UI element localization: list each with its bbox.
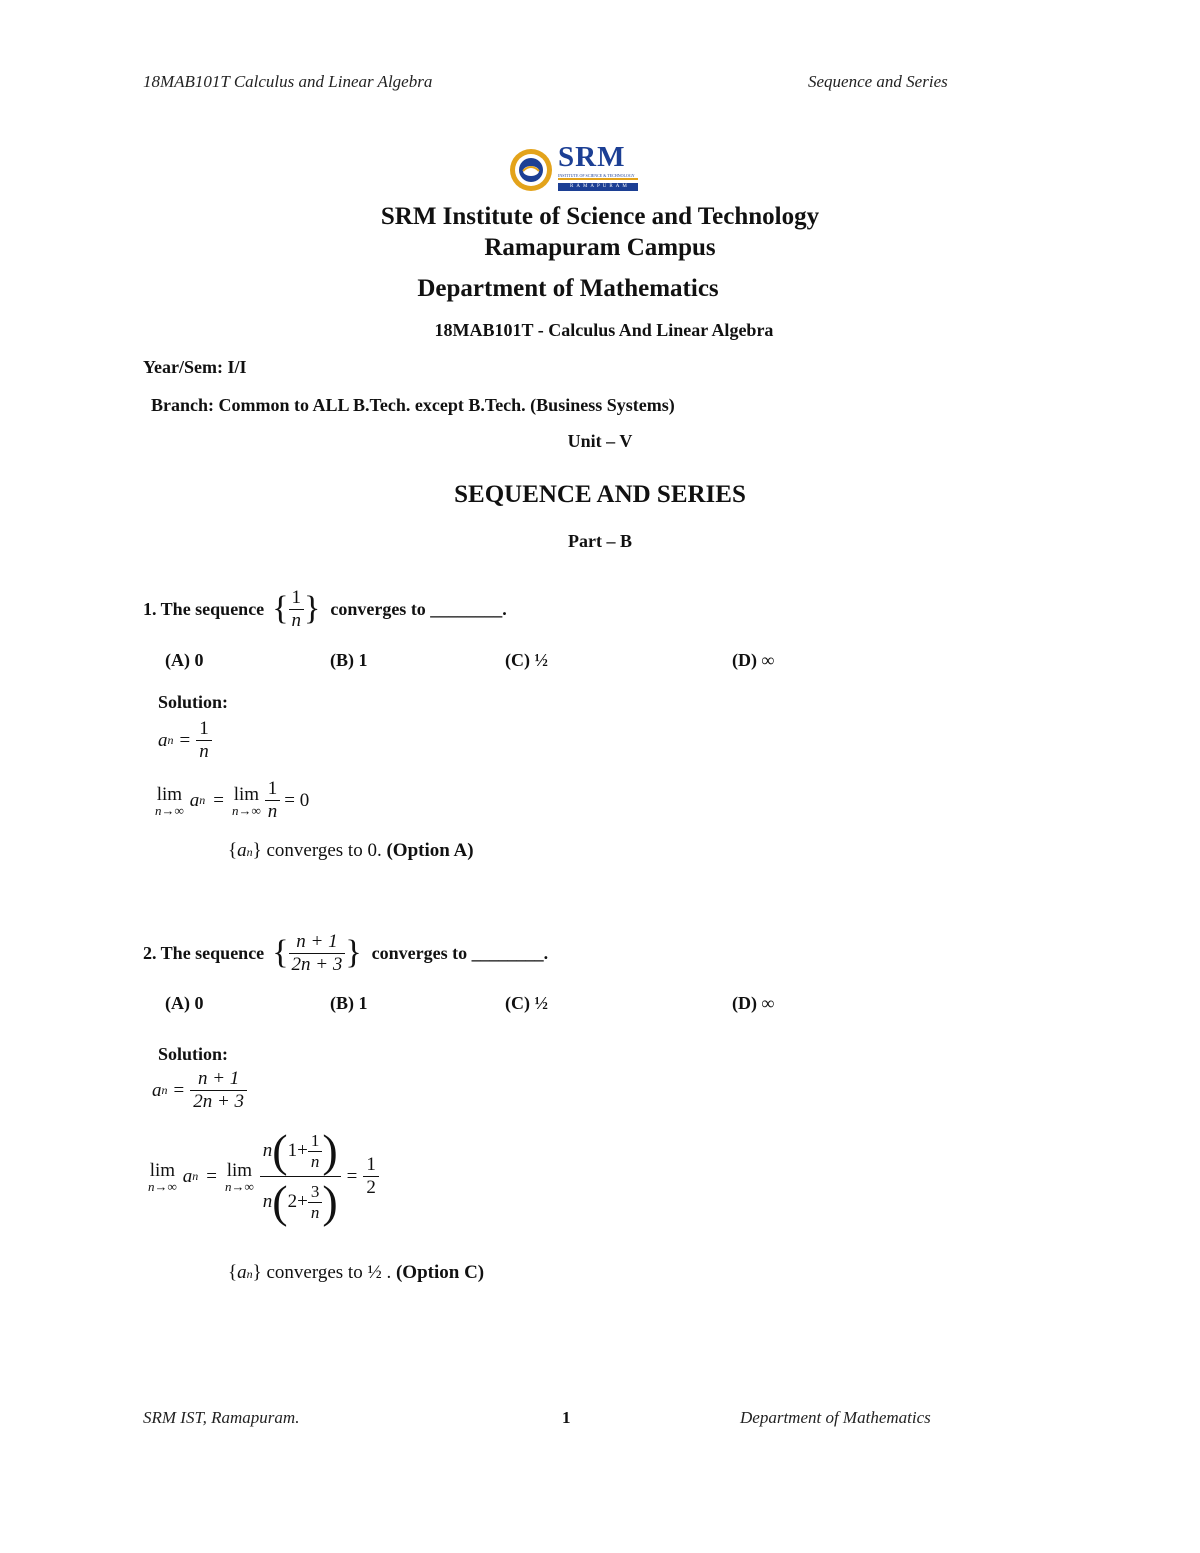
q2-solution-label: Solution: bbox=[158, 1044, 229, 1064]
q2-big-den-inner: 2+ bbox=[287, 1191, 308, 1212]
right-brace: } bbox=[304, 590, 321, 627]
part-label: Part – B bbox=[568, 531, 632, 551]
q1-sequence-fraction bbox=[289, 587, 305, 632]
q1-an-den: n bbox=[196, 740, 212, 763]
question-1 bbox=[143, 578, 507, 640]
q1-lim-an: a bbox=[189, 789, 200, 811]
q2-option-d: (D) ∞ bbox=[732, 993, 775, 1013]
logo-subtext: INSTITUTE OF SCIENCE & TECHNOLOGY bbox=[558, 173, 635, 178]
q2-lim-sub: n→∞ bbox=[148, 1178, 177, 1194]
q2-an-definition bbox=[152, 1068, 247, 1113]
q1-option-b: (B) 1 bbox=[330, 650, 368, 670]
srm-logo bbox=[508, 141, 640, 195]
q1-lim-result: = 0 bbox=[284, 789, 310, 811]
q2-bn-fden: n bbox=[308, 1151, 323, 1172]
q2-seq-num: n + 1 bbox=[296, 930, 338, 952]
right-brace: } bbox=[345, 934, 362, 971]
campus-name: Ramapuram Campus bbox=[484, 234, 716, 261]
q1-an-fraction bbox=[196, 718, 212, 763]
q1-lim-den: n bbox=[265, 800, 281, 823]
q1-an-definition bbox=[158, 718, 212, 763]
q1-lim-word-2: lim bbox=[233, 783, 260, 805]
q1-suffix: converges to ________. bbox=[330, 598, 507, 619]
q2-lim-sub-2: n→∞ bbox=[225, 1178, 254, 1194]
q1-lim-equals: = bbox=[213, 789, 224, 811]
q2-conclusion-option: (Option C) bbox=[395, 1262, 485, 1283]
left-brace: { bbox=[272, 590, 289, 627]
q2-result-fraction bbox=[363, 1154, 379, 1199]
year-sem: Year/Sem: I/I bbox=[143, 357, 247, 377]
left-paren: ( bbox=[272, 1125, 288, 1176]
q2-an-den: 2n + 3 bbox=[190, 1090, 247, 1113]
q2-bd-fnum: 3 bbox=[310, 1181, 320, 1201]
q2-bn-fnum: 1 bbox=[310, 1130, 320, 1150]
page-number: 1 bbox=[562, 1408, 571, 1427]
q1-concl-an: a bbox=[237, 840, 247, 861]
q1-prefix: 1. The sequence bbox=[143, 598, 265, 619]
q1-conclusion-option: (Option A) bbox=[386, 840, 474, 861]
q2-res-num: 1 bbox=[366, 1154, 376, 1175]
q2-big-den bbox=[260, 1176, 341, 1225]
q2-big-num-frac bbox=[308, 1131, 323, 1172]
q1-lim-fraction bbox=[265, 778, 281, 823]
logo-text: SRM bbox=[558, 141, 626, 173]
q1-lim-right bbox=[232, 785, 261, 817]
q1-an-symbol: a bbox=[158, 729, 168, 751]
q2-result-equals: = bbox=[346, 1165, 358, 1187]
q2-seq-den: 2n + 3 bbox=[289, 953, 346, 976]
q2-sequence-fraction bbox=[289, 931, 346, 976]
q1-option-d: (D) ∞ bbox=[732, 650, 775, 670]
q1-concl-an-sub: n bbox=[246, 845, 253, 859]
q1-lim-num: 1 bbox=[267, 778, 278, 799]
department-name: Department of Mathematics bbox=[417, 275, 719, 302]
q1-equals: = bbox=[179, 729, 191, 751]
footer-left: SRM IST, Ramapuram. bbox=[143, 1408, 300, 1427]
q1-conclusion: {an} converges to 0. (Option A) bbox=[228, 840, 474, 861]
q1-limit-equation bbox=[155, 778, 309, 823]
q2-suffix: converges to ________. bbox=[371, 942, 549, 963]
right-paren: ) bbox=[322, 1125, 338, 1176]
q1-conclusion-text: converges to 0. bbox=[266, 840, 382, 861]
q1-lim-sub-2: n→∞ bbox=[232, 802, 261, 818]
left-paren: ( bbox=[272, 1176, 288, 1227]
logo-campus: RAMAPURAM bbox=[570, 184, 630, 189]
q2-big-den-frac bbox=[308, 1182, 323, 1223]
q2-conclusion-text: converges to ½ . bbox=[266, 1262, 392, 1283]
q2-lim-an: a bbox=[182, 1165, 193, 1187]
unit-label: Unit – V bbox=[567, 431, 633, 451]
q1-lim-sub: n→∞ bbox=[155, 802, 184, 818]
q2-an-fraction bbox=[190, 1068, 247, 1113]
q2-option-c: (C) ½ bbox=[505, 993, 548, 1013]
q1-lim-word: lim bbox=[156, 783, 183, 805]
q2-big-den-n: n bbox=[262, 1191, 273, 1212]
q2-conclusion: {an} converges to ½ . (Option C) bbox=[228, 1262, 485, 1283]
q2-equals: = bbox=[173, 1079, 185, 1101]
q2-lim-left bbox=[148, 1161, 177, 1193]
q2-lim-an-sub: n bbox=[192, 1169, 199, 1183]
q1-seq-num: 1 bbox=[291, 586, 302, 608]
q2-option-a: (A) 0 bbox=[165, 993, 204, 1013]
q2-concl-an: a bbox=[237, 1262, 247, 1283]
q2-big-fraction bbox=[260, 1125, 341, 1227]
q2-an-num: n + 1 bbox=[197, 1068, 240, 1089]
q2-an-symbol: a bbox=[152, 1079, 162, 1101]
q2-concl-an-sub: n bbox=[246, 1267, 253, 1281]
q1-lim-an-sub: n bbox=[199, 793, 206, 807]
q2-option-b: (B) 1 bbox=[330, 993, 368, 1013]
running-header-right: Sequence and Series bbox=[808, 72, 948, 91]
footer-right: Department of Mathematics bbox=[740, 1408, 931, 1427]
q2-an-sub: n bbox=[161, 1083, 168, 1097]
q2-lim-right bbox=[225, 1161, 254, 1193]
q2-lim-word-2: lim bbox=[226, 1159, 253, 1181]
right-paren: ) bbox=[322, 1176, 338, 1227]
running-header-left: 18MAB101T Calculus and Linear Algebra bbox=[143, 72, 433, 91]
q1-seq-den: n bbox=[289, 609, 305, 632]
q2-res-den: 2 bbox=[363, 1176, 379, 1199]
q2-big-num-inner: 1+ bbox=[287, 1140, 308, 1161]
left-brace: { bbox=[272, 934, 289, 971]
q1-an-sub: n bbox=[167, 733, 174, 747]
topic-title: SEQUENCE AND SERIES bbox=[454, 481, 746, 508]
q1-solution-label: Solution: bbox=[158, 692, 229, 712]
institute-name: SRM Institute of Science and Technology bbox=[380, 203, 820, 230]
branch: Branch: Common to ALL B.Tech. except B.Tech. (Business Systems) bbox=[151, 395, 675, 415]
q2-bd-fden: n bbox=[308, 1202, 323, 1223]
q1-lim-left bbox=[155, 785, 184, 817]
q2-big-num bbox=[260, 1125, 341, 1176]
q2-big-num-n: n bbox=[262, 1140, 273, 1161]
q2-prefix: 2. The sequence bbox=[143, 942, 265, 963]
q1-an-num: 1 bbox=[199, 718, 209, 739]
q2-lim-word: lim bbox=[149, 1159, 176, 1181]
q1-option-c: (C) ½ bbox=[505, 650, 548, 670]
q1-option-a: (A) 0 bbox=[165, 650, 204, 670]
course-title: 18MAB101T - Calculus And Linear Algebra bbox=[434, 320, 774, 340]
q2-lim-equals: = bbox=[206, 1165, 217, 1187]
question-2 bbox=[143, 922, 548, 984]
q2-limit-equation bbox=[148, 1125, 379, 1227]
